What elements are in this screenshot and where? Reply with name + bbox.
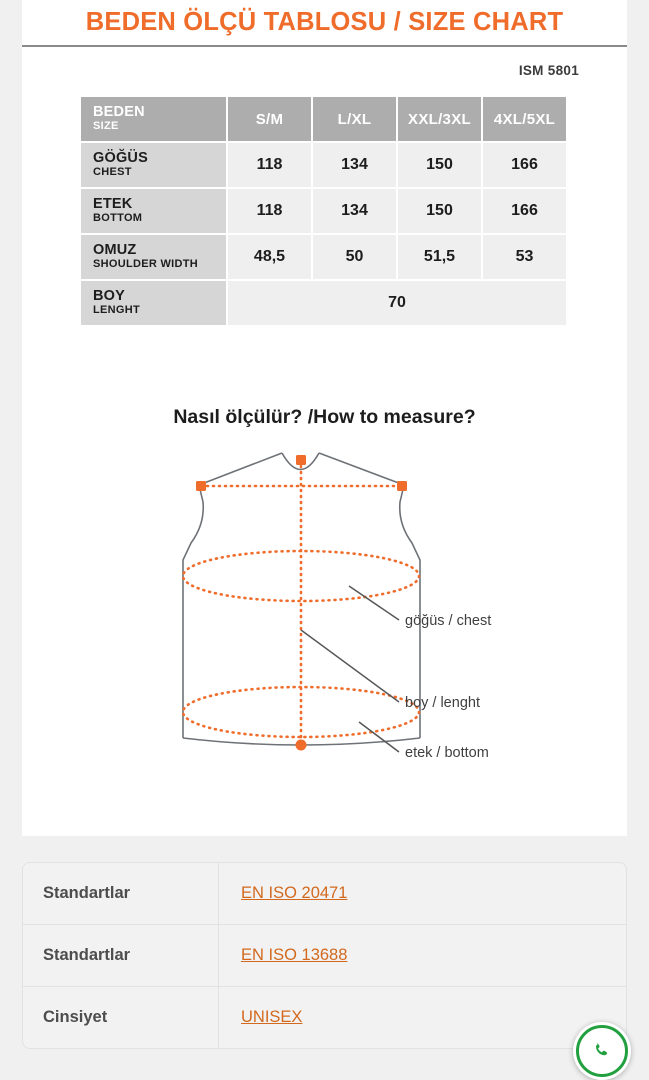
cell-shoulder-3: 53 — [483, 235, 566, 279]
attribute-value-cell — [219, 987, 626, 1048]
header-cell-size — [81, 97, 226, 141]
table-row — [81, 143, 566, 187]
attribute-row — [23, 987, 626, 1048]
row-label-chest — [81, 143, 226, 187]
attributes-table — [22, 862, 627, 1049]
attribute-link-unisex[interactable]: UNISEX — [241, 1008, 303, 1026]
phone-glyph — [590, 1039, 614, 1063]
cell-bottom-0: 118 — [228, 189, 311, 233]
row-label-tr: OMUZ — [93, 242, 137, 258]
cell-shoulder-0: 48,5 — [228, 235, 311, 279]
row-label-tr: BOY — [93, 288, 126, 304]
cell-bottom-2: 150 — [398, 189, 481, 233]
shoulder-left-marker — [196, 481, 206, 491]
neck-center-marker — [296, 455, 306, 465]
callout-bottom: etek / bottom — [405, 745, 489, 761]
callout-leader-lines — [301, 586, 399, 752]
header-label-en: SIZE — [93, 120, 119, 132]
header-label-tr: BEDEN — [93, 104, 145, 120]
table-header-row — [81, 97, 566, 141]
header-cell-size-2: XXL/3XL — [398, 97, 481, 141]
attribute-row — [23, 863, 626, 925]
shoulder-right-marker — [397, 481, 407, 491]
cell-shoulder-1: 50 — [313, 235, 396, 279]
whatsapp-contact-button[interactable] — [573, 1022, 631, 1080]
hem-center-marker — [296, 740, 307, 751]
attribute-value-cell — [219, 863, 626, 924]
attribute-link-en-iso-20471[interactable]: EN ISO 20471 — [241, 884, 348, 902]
table-row — [81, 281, 566, 325]
attribute-row — [23, 925, 626, 987]
table-row — [81, 189, 566, 233]
row-label-tr: ETEK — [93, 196, 133, 212]
cell-bottom-1: 134 — [313, 189, 396, 233]
size-chart-table — [79, 95, 568, 327]
table-row — [81, 235, 566, 279]
row-label-en: CHEST — [93, 166, 132, 178]
title-divider — [22, 45, 627, 47]
garment-measure-diagram — [127, 440, 527, 810]
measurement-guides — [183, 460, 419, 745]
attribute-key: Cinsiyet — [23, 987, 219, 1048]
attribute-link-en-iso-13688[interactable]: EN ISO 13688 — [241, 946, 348, 964]
row-label-length — [81, 281, 226, 325]
cell-chest-2: 150 — [398, 143, 481, 187]
cell-chest-3: 166 — [483, 143, 566, 187]
header-cell-size-1: L/XL — [313, 97, 396, 141]
header-cell-size-0: S/M — [228, 97, 311, 141]
page-title: BEDEN ÖLÇÜ TABLOSU / SIZE CHART — [85, 8, 564, 36]
row-label-bottom — [81, 189, 226, 233]
row-label-tr: GÖĞÜS — [93, 150, 148, 166]
header-cell-size-3: 4XL/5XL — [483, 97, 566, 141]
product-code: ISM 5801 — [518, 63, 579, 78]
cell-length-all: 70 — [228, 281, 566, 325]
callout-length: boy / lenght — [405, 695, 480, 711]
cell-bottom-3: 166 — [483, 189, 566, 233]
cell-shoulder-2: 51,5 — [398, 235, 481, 279]
attribute-value-cell — [219, 925, 626, 986]
whatsapp-icon — [576, 1025, 628, 1077]
size-chart-card — [22, 0, 627, 836]
row-label-en: BOTTOM — [93, 212, 143, 224]
how-to-measure-title: Nasıl ölçülür? /How to measure? — [173, 406, 476, 428]
row-label-en: SHOULDER WIDTH — [93, 258, 199, 270]
callout-chest: göğüs / chest — [405, 613, 492, 629]
cell-chest-0: 118 — [228, 143, 311, 187]
attribute-key: Standartlar — [23, 925, 219, 986]
row-label-en: LENGHT — [93, 304, 141, 316]
attribute-key: Standartlar — [23, 863, 219, 924]
cell-chest-1: 134 — [313, 143, 396, 187]
row-label-shoulder — [81, 235, 226, 279]
